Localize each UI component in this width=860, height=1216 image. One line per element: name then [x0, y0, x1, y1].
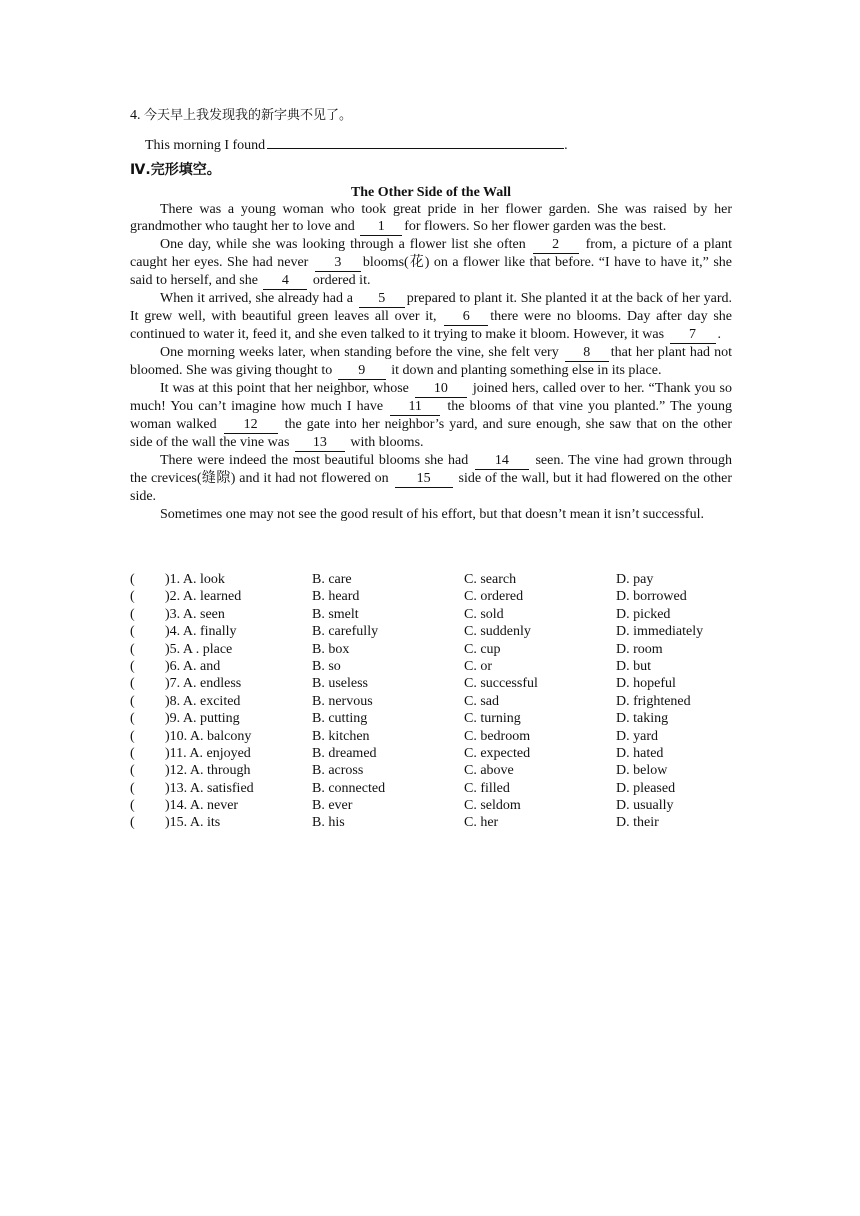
option-row-7: [130, 675, 750, 692]
paragraph-2: [130, 236, 732, 290]
blank-2[interactable]: 2: [533, 237, 579, 254]
section-heading: Ⅳ.完形填空。: [130, 162, 221, 178]
blank-15[interactable]: 15: [395, 471, 453, 488]
translation-question-4: [130, 107, 352, 124]
passage-text: with blooms.: [350, 435, 424, 451]
option-row-5: [130, 641, 750, 658]
passage-text: that her plant had not bloomed. She was giving thought to: [130, 345, 733, 379]
option-a[interactable]: )13. A. satisfied: [165, 780, 254, 796]
option-b[interactable]: B. nervous: [312, 693, 373, 709]
answer-paren[interactable]: (: [130, 711, 135, 727]
option-b[interactable]: B. so: [312, 658, 341, 674]
blank-6[interactable]: 6: [444, 309, 488, 326]
option-b[interactable]: B. carefully: [312, 624, 379, 640]
option-row-11: [130, 745, 750, 762]
answer-paren[interactable]: (: [130, 572, 135, 587]
passage-text: the blooms of that vine you planted.” The young woman walked: [130, 399, 732, 433]
paragraph-7: [130, 506, 732, 523]
blank-8[interactable]: 8: [565, 345, 609, 362]
answer-paren[interactable]: (: [130, 763, 135, 779]
answer-paren[interactable]: (: [130, 798, 135, 814]
option-c[interactable]: C. successful: [464, 676, 538, 692]
option-d[interactable]: D. below: [616, 763, 668, 779]
option-d[interactable]: D. borrowed: [616, 589, 687, 605]
option-row-12: [130, 762, 750, 779]
option-d[interactable]: D. pleased: [616, 780, 676, 796]
answer-paren[interactable]: (: [130, 624, 135, 640]
option-d[interactable]: D. yard: [616, 728, 658, 744]
passage-text: blooms(花) on a flower like that before. “I have to have it,” she said to herself, and she: [130, 255, 733, 289]
answer-options: [130, 571, 750, 832]
option-row-1: [130, 571, 750, 588]
option-d[interactable]: D. hopeful: [616, 676, 676, 692]
option-d[interactable]: D. pay: [616, 572, 654, 587]
passage-text: There were indeed the most beautiful blooms she had: [160, 453, 469, 469]
answer-paren[interactable]: (: [130, 728, 135, 744]
option-row-15: [130, 814, 750, 831]
option-c[interactable]: C. sad: [464, 693, 499, 709]
blank-10[interactable]: 10: [415, 381, 467, 398]
option-a[interactable]: )9. A. putting: [165, 711, 240, 727]
answer-paren[interactable]: (: [130, 641, 135, 657]
passage-text: prepared to plant it. She planted it at the back of her yard. It grew well, with beautiful green leaves all over it,: [130, 291, 733, 325]
passage-text: seen. The vine had grown through the crevices(缝隙) and it had not flowered on: [130, 453, 733, 487]
paragraph-4: [130, 344, 732, 380]
option-c[interactable]: C. expected: [464, 745, 531, 761]
paragraph-3: [130, 290, 732, 344]
option-a[interactable]: )3. A. seen: [165, 606, 225, 622]
option-d[interactable]: D. their: [616, 815, 659, 831]
option-a[interactable]: )2. A. learned: [165, 589, 242, 605]
option-a[interactable]: )7. A. endless: [165, 676, 242, 692]
option-a[interactable]: )4. A. finally: [165, 624, 237, 640]
option-row-2: [130, 588, 750, 605]
end-punct: .: [564, 138, 568, 153]
blank-12[interactable]: 12: [224, 417, 278, 434]
option-b[interactable]: B. ever: [312, 798, 353, 814]
cloze-passage: [130, 201, 732, 523]
option-d[interactable]: D. hated: [616, 745, 664, 761]
answer-paren[interactable]: (: [130, 658, 135, 674]
option-row-6: [130, 658, 750, 675]
passage-text: from, a picture of a plant caught her eyes. She had never: [130, 237, 733, 271]
answer-blank[interactable]: [267, 135, 564, 149]
option-row-10: [130, 728, 750, 745]
option-b[interactable]: B. care: [312, 572, 352, 587]
option-row-13: [130, 780, 750, 797]
option-c[interactable]: C. filled: [464, 780, 510, 796]
option-c[interactable]: C. turning: [464, 711, 521, 727]
option-d[interactable]: D. immediately: [616, 624, 704, 640]
option-a[interactable]: )11. A. enjoyed: [165, 745, 251, 761]
answer-paren[interactable]: (: [130, 693, 135, 709]
option-row-9: [130, 710, 750, 727]
passage-text: Sometimes one may not see the good result of his effort, but that doesn’t mean it isn’t successful.: [160, 506, 704, 522]
option-d[interactable]: D. frightened: [616, 693, 691, 709]
blank-5[interactable]: 5: [359, 291, 405, 308]
option-d[interactable]: D. taking: [616, 711, 669, 727]
option-c[interactable]: C. suddenly: [464, 624, 531, 640]
passage-text: It was at this point that her neighbor, whose: [160, 381, 409, 397]
blank-11[interactable]: 11: [390, 399, 440, 416]
paragraph-1: [130, 201, 732, 236]
passage-text: ordered it.: [312, 273, 371, 289]
option-b[interactable]: B. heard: [312, 589, 360, 605]
option-b[interactable]: B. smelt: [312, 606, 359, 622]
passage-text: .: [717, 327, 722, 343]
passage-text: When it arrived, she already had a: [160, 291, 353, 307]
paragraph-6: [130, 452, 732, 505]
answer-paren[interactable]: (: [130, 815, 135, 831]
paragraph-5: [130, 380, 732, 452]
option-d[interactable]: D. picked: [616, 606, 671, 622]
blank-1[interactable]: 1: [360, 219, 402, 236]
option-a[interactable]: )8. A. excited: [165, 693, 241, 709]
option-b[interactable]: B. cutting: [312, 711, 368, 727]
option-c[interactable]: C. cup: [464, 641, 501, 657]
option-row-4: [130, 623, 750, 640]
passage-text: it down and planting something else in its place.: [391, 363, 662, 379]
option-a[interactable]: )5. A . place: [165, 641, 233, 657]
answer-paren[interactable]: (: [130, 745, 135, 761]
option-b[interactable]: B. his: [312, 815, 345, 831]
english-prompt: This morning I found: [145, 138, 266, 153]
passage-text: the gate into her neighbor’s yard, and sure enough, she saw that on the other side of the wall the vine was: [130, 417, 733, 451]
passage-text: for flowers. So her flower garden was the best.: [404, 219, 667, 235]
blank-14[interactable]: 14: [475, 453, 529, 470]
option-d[interactable]: D. but: [616, 658, 651, 674]
question-number: 4.: [130, 108, 141, 123]
passage-text: One morning weeks later, when standing before the vine, she felt very: [160, 345, 559, 361]
option-row-8: [130, 693, 750, 710]
option-c[interactable]: C. seldom: [464, 798, 521, 814]
passage-title: The Other Side of the Wall: [350, 185, 512, 200]
option-c[interactable]: C. bedroom: [464, 728, 531, 744]
option-b[interactable]: B. useless: [312, 676, 368, 692]
passage-text: side of the wall, but it had flowered on the other side.: [130, 471, 732, 505]
option-row-3: [130, 606, 750, 623]
option-b[interactable]: B. connected: [312, 780, 386, 796]
option-c[interactable]: C. above: [464, 763, 514, 779]
option-a[interactable]: )10. A. balcony: [165, 728, 252, 744]
chinese-sentence: 今天早上我发现我的新字典不见了。: [144, 108, 353, 123]
blank-4[interactable]: 4: [263, 273, 307, 290]
option-b[interactable]: B. kitchen: [312, 728, 370, 744]
option-a[interactable]: )1. A. look: [165, 572, 225, 587]
blank-3[interactable]: 3: [315, 255, 361, 272]
blank-13[interactable]: 13: [295, 435, 345, 452]
passage-text: there were no blooms. Day after day she continued to water it, feed it, and she even talked to it trying to make it bloom. However, it was: [130, 309, 733, 343]
translation-answer-line: [145, 135, 568, 154]
option-a[interactable]: )6. A. and: [165, 658, 221, 674]
option-d[interactable]: D. usually: [616, 798, 674, 814]
option-b[interactable]: B. across: [312, 763, 364, 779]
option-c[interactable]: C. ordered: [464, 589, 524, 605]
option-b[interactable]: B. dreamed: [312, 745, 377, 761]
passage-text: One day, while she was looking through a flower list she often: [160, 237, 526, 253]
blank-7[interactable]: 7: [670, 327, 716, 344]
option-d[interactable]: D. room: [616, 641, 663, 657]
passage-text: There was a young woman who took great pride in her flower garden. She was raised by her grandmother who taught her to love and: [130, 202, 732, 235]
option-a[interactable]: )15. A. its: [165, 815, 221, 831]
option-row-14: [130, 797, 750, 814]
option-c[interactable]: C. her: [464, 815, 499, 831]
answer-paren[interactable]: (: [130, 780, 135, 796]
option-b[interactable]: B. box: [312, 641, 350, 657]
passage-text: joined hers, called over to her. “Thank you so much! You can’t imagine how much I have: [130, 381, 733, 415]
option-c[interactable]: C. sold: [464, 606, 504, 622]
option-a[interactable]: )14. A. never: [165, 798, 239, 814]
option-a[interactable]: )12. A. through: [165, 763, 251, 779]
blank-9[interactable]: 9: [338, 363, 386, 380]
answer-paren[interactable]: (: [130, 589, 135, 605]
option-c[interactable]: C. or: [464, 658, 492, 674]
answer-paren[interactable]: (: [130, 676, 135, 692]
answer-paren[interactable]: (: [130, 606, 135, 622]
option-c[interactable]: C. search: [464, 572, 517, 587]
